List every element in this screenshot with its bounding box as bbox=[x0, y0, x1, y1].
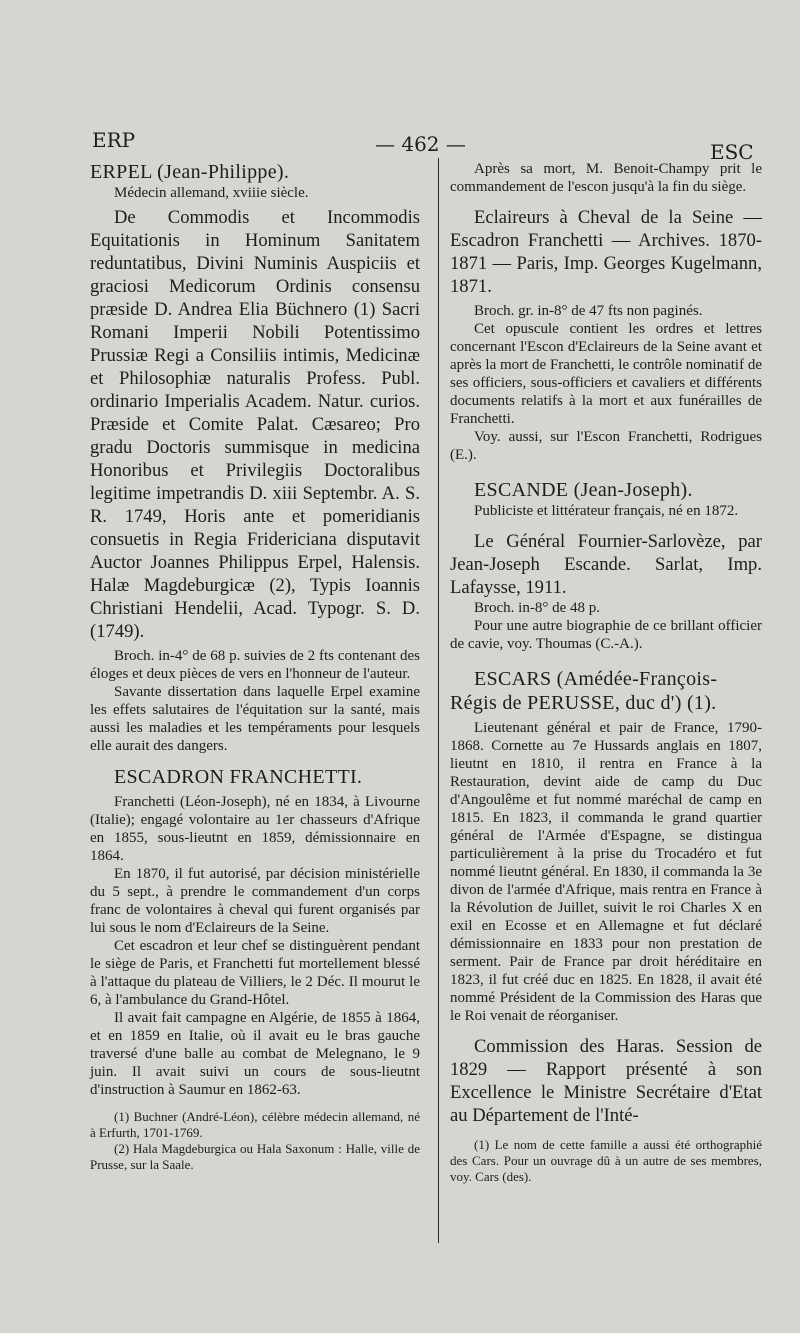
entry-subtitle: Publiciste et littérateur français, né en 1872. bbox=[474, 503, 739, 519]
column-divider bbox=[438, 158, 439, 1243]
body-paragraph: Après sa mort, M. Benoit-Champy prit le commandement de l'escon jusqu'à la fin du siège. bbox=[450, 161, 762, 195]
bibliographic-note: Broch. gr. in-8° de 47 fts non paginés. bbox=[474, 303, 703, 319]
entry-heading-escadron: ESCADRON FRANCHETTI. bbox=[114, 766, 363, 788]
running-head-left: ERP bbox=[92, 128, 136, 152]
body-paragraph: Lieutenant général et pair de France, 1790-1868. Cornette au 7e Hussards anglais en 1807, lieutnt en 1810, il rentra en France à la Restauration, devint aide de camp du Duc d'Angoulême et fut nommé maréchal de camp en 1815. En 1823, il commanda le grand quartier général de l'Armée d'Espagne, se distingua particulièrement à la prise du Trocadéro et fut nommé lieutnt général. En 1830, il commanda la 3e divon de l'armée d'Afrique, mais rentra en France à la Révolution de Juillet, suivit le roi Charles X en exil en Ecosse et en Allemagne et fut déclaré démissionnaire en 1833 pour non prestation de serment. Pair de France par droit héréditaire en 1823, il fut créé duc en 1825. En 1828, il avait été nommé Président de la Commission des Haras que le Roi venait de réorganiser. bbox=[450, 720, 762, 1024]
cross-reference: Pour une autre biographie de ce brillant officier de cavie, voy. Thoumas (C.-A.). bbox=[450, 618, 762, 652]
bibliographic-note: Broch. in-8° de 48 p. bbox=[474, 600, 600, 616]
body-paragraph: Franchetti (Léon-Joseph), né en 1834, à Livourne (Italie); engagé volontaire au 1er chasseurs d'Afrique en 1855, sous-lieutnt en 1859, démissionnaire en 1864. bbox=[90, 794, 420, 864]
footnote: (2) Hala Magdeburgica ou Hala Saxonum : Halle, ville de Prusse, sur la Saale. bbox=[90, 1141, 420, 1172]
footnotes bbox=[450, 1137, 762, 1185]
body-paragraph: Il avait fait campagne en Algérie, de 1855 à 1864, et en 1859 en Italie, où il avait eu le bras gauche traversé d'une balle au combat de Melegnano, le 9 juin. Il avait suivi un cours de sous-lieutnt d'instruction à Saumur en 1862-63. bbox=[90, 1010, 420, 1098]
footnotes bbox=[90, 1109, 420, 1173]
cross-reference: Voy. aussi, sur l'Escon Franchetti, Rodrigues (E.). bbox=[450, 429, 762, 463]
description-paragraph: Cet opuscule contient les ordres et lettres concernant l'Escon d'Eclaireurs de la Seine avant et après la mort de Franchetti, le contrôle nominatif de ses officiers, sous-officiers et cavaliers et différents documents relatifs à la mort et aux funérailles de Franchetti. bbox=[450, 321, 762, 427]
right-column bbox=[450, 160, 762, 1185]
description-paragraph: Savante dissertation dans laquelle Erpel examine les effets salutaires de l'équitation sur la santé, mais aussi les maladies et les tempéraments pour lesquels elle aurait des dangers. bbox=[90, 684, 420, 754]
entry-heading-erpel: ERPEL (Jean-Philippe). bbox=[90, 161, 290, 183]
running-head-right: ESC bbox=[710, 140, 754, 164]
body-paragraph: En 1870, il fut autorisé, par décision ministérielle du 5 sept., à prendre le commandement d'un corps franc de volontaires à cheval qui furent organisés par lui sous le nom d'Eclaireurs de la Seine. bbox=[90, 866, 420, 936]
body-paragraph: Cet escadron et leur chef se distinguèrent pendant le siège de Paris, et Franchetti fut mortellement blessé à l'attaque du plateau de Villiers, le 2 Déc. Il mourut le 6, à l'ambulance du Grand-Hôtel. bbox=[90, 938, 420, 1008]
work-title: Eclaireurs à Cheval de la Seine — Escadron Franchetti — Archives. 1870-1871 — Paris, Imp. Georges Kugelmann, 1871. bbox=[450, 207, 762, 297]
page-header bbox=[0, 128, 800, 164]
bibliographic-note: Broch. in-4° de 68 p. suivies de 2 fts contenant des éloges et deux pièces de vers en l'honneur de l'auteur. bbox=[90, 648, 420, 682]
footnote: (1) Le nom de cette famille a aussi été orthographié des Cars. Pour un ouvrage dû à un autre de ses membres, voy. Cars (des). bbox=[450, 1137, 762, 1184]
work-title: De Commodis et Incommodis Equitationis in Hominum Sanitatem reduntatibus, Divini Numinis Auspiciis et graciosi Medicorum Ordinis consensu præside D. Andrea Elia Büchnero (1) Sacri Romani Imperii Nobili Potentissimo Prussiæ Regi a Consiliis intimis, Medicinæ et Philosophiæ naturalis Profess. Publ. ordinario Imperialis Academ. Natur. curios. Præside et Comite Palat. Cæsareo; Pro gradu Doctoris summisque in medicina Honoribus et Privilegiis Doctoralibus legitime impetrandis D. xiii Septembr. A. S. R. 1749, Horis ante et pomeridianis consuetis in Regia Fridericiana disputavit Auctor Joannes Philippus Erpel, Halensis. Halæ Magdeburgicæ (2), Typis Ioannis Christiani Hendelii, Acad. Typogr. S. D. (1749). bbox=[90, 207, 420, 642]
footnote: (1) Buchner (André-Léon), célèbre médecin allemand, né à Erfurth, 1701-1769. bbox=[90, 1109, 420, 1140]
entry-heading-escars: ESCARS (Amédée-François-Régis de PERUSSE, duc d') (1). bbox=[450, 668, 718, 714]
work-title: Commission des Haras. Session de 1829 — Rapport présenté à son Excellence le Ministre Secrétaire d'Etat au Département de l'Inté- bbox=[450, 1036, 762, 1126]
entry-heading-escande: ESCANDE (Jean-Joseph). bbox=[474, 479, 693, 501]
page-number: — 462 — bbox=[375, 132, 466, 156]
work-title: Le Général Fournier-Sarlovèze, par Jean-Joseph Escande. Sarlat, Imp. Lafaysse, 1911. bbox=[450, 531, 762, 598]
entry-subtitle: Médecin allemand, xviiie siècle. bbox=[114, 185, 309, 201]
left-column bbox=[90, 160, 420, 1173]
